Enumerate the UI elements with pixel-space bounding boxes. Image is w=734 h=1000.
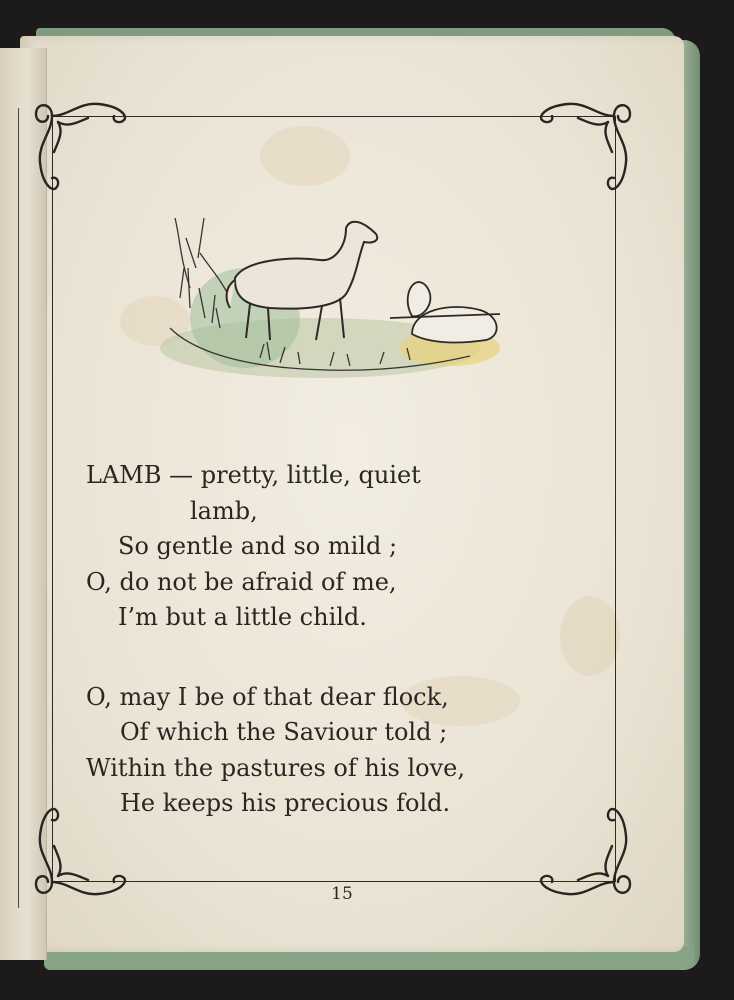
poem-line: O, may I be of that dear flock, bbox=[86, 682, 449, 711]
page-number: 15 bbox=[331, 884, 353, 904]
poem-line: LAMB — pretty, little, quiet bbox=[86, 461, 421, 489]
poem-line: I’m but a little child. bbox=[118, 603, 367, 631]
stanza-break bbox=[86, 636, 586, 680]
scroll-corner-ornament-icon bbox=[28, 92, 136, 200]
poem-line: lamb, bbox=[190, 496, 258, 525]
poem-line: So gentle and so mild ; bbox=[118, 532, 398, 560]
poem-line: Within the pastures of his love, bbox=[86, 753, 465, 782]
poem-line: He keeps his precious fold. bbox=[120, 789, 451, 817]
poem-text bbox=[86, 458, 586, 822]
poem-line: O, do not be afraid of me, bbox=[86, 567, 397, 596]
previous-page-border-rule bbox=[18, 108, 19, 908]
poem-line: Of which the Saviour told ; bbox=[120, 718, 448, 746]
scroll-corner-ornament-icon bbox=[530, 92, 638, 200]
lamb-and-sheep-illustration bbox=[150, 198, 510, 398]
